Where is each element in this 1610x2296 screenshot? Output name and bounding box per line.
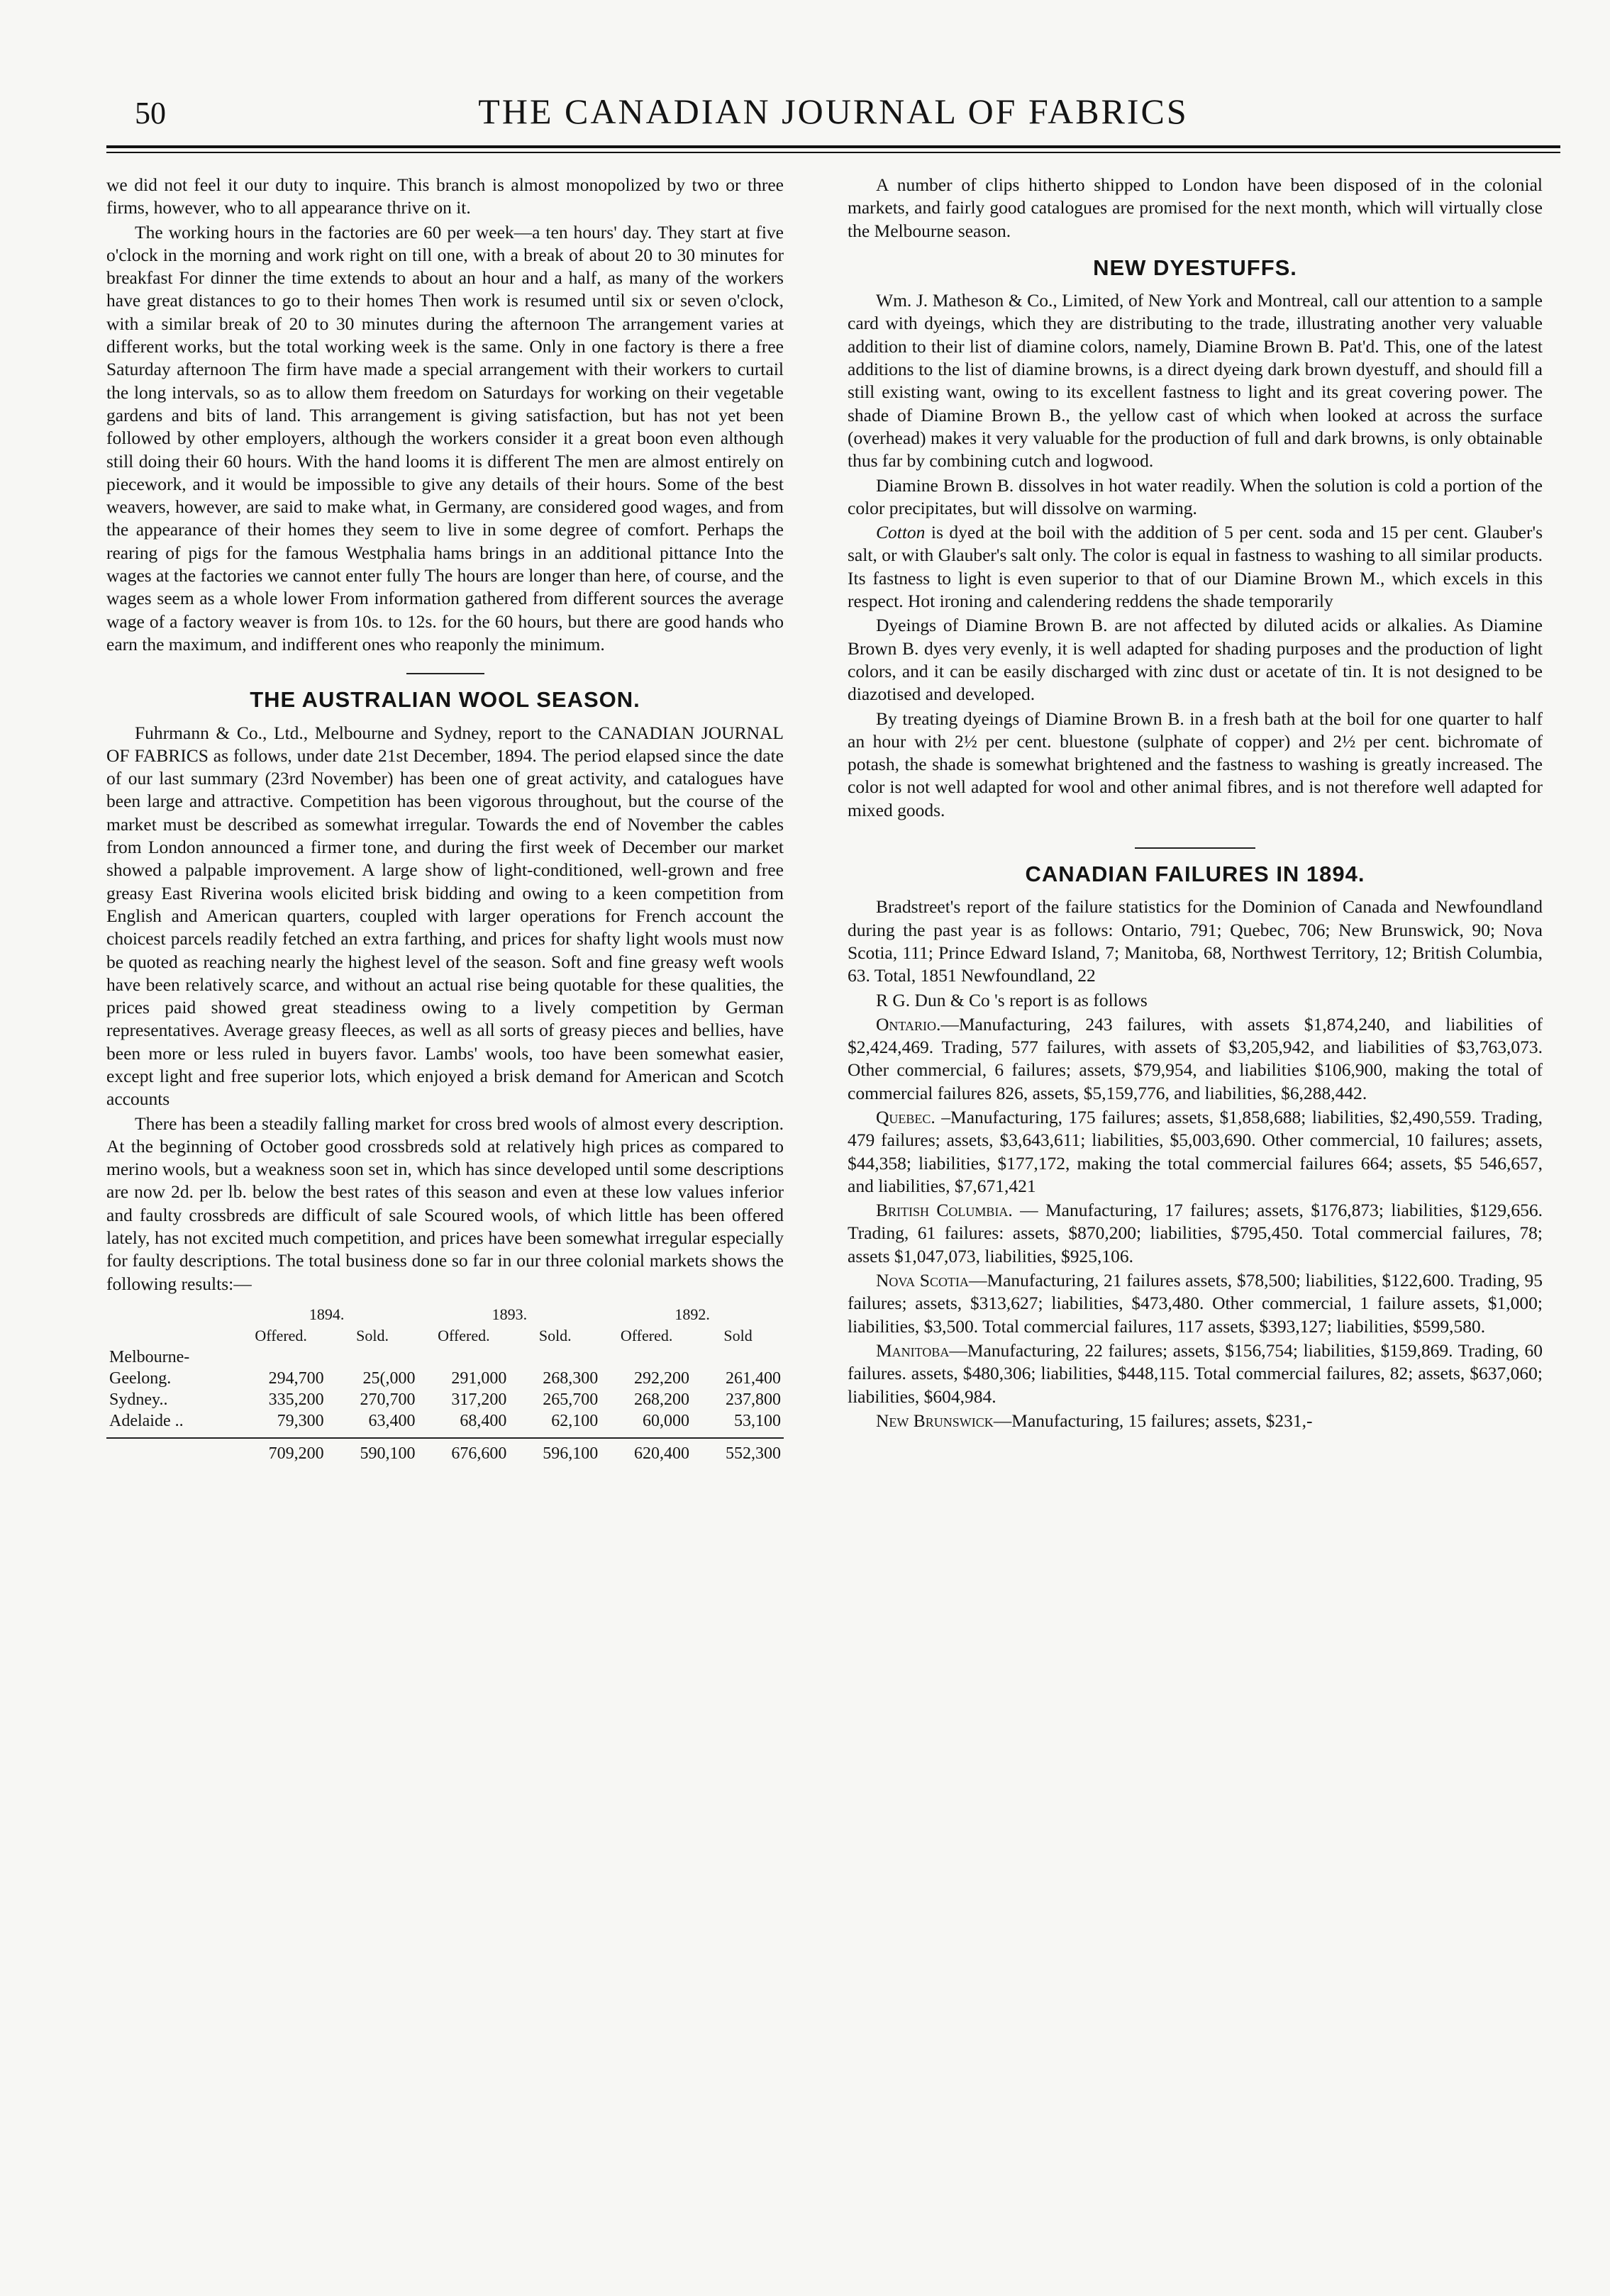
region-label: Sydney..: [109, 1390, 168, 1409]
table-cell: 62,100: [551, 1411, 599, 1430]
paragraph-text: —Manufacturing, 21 failures assets, $78,500; liabilities, $122,600. Trading, 95 failures; assets, $313,627; liabilities, $473,480. Other commercial, 1 failure assets, $1,000; liabilities, $3,500. Total commercial failures, 117 assets, $393,127; liabilities, $599,580.: [848, 1270, 1543, 1337]
year-header: 1894.: [309, 1305, 345, 1323]
paragraph: R G. Dun & Co 's report is as follows: [876, 989, 1148, 1010]
paragraph: Wm. J. Matheson & Co., Limited, of New York and Montreal, call our attention to a sample card with dyeings, which they are distributing to the trade, illustrating another very valuable addition to their list of diamine colors, namely, Diamine Brown B. Pat'd. This, one of the latest additions to the list of diamine browns, is a direct dyeing dark brown dyestuff, and should fill a still existing want, owing to its excellent fastness to light and its great covering power. The shade of Diamine Brown B., the yellow cast of which when looked at across the surface (overhead) makes it very valuable for the production of full and dark browns, is only obtainable thus far by combining cutch and logwood.: [848, 290, 1543, 472]
table-cell: 261,400: [726, 1369, 781, 1388]
column-header: Offered.: [620, 1326, 673, 1344]
paragraph: A number of clips hitherto shipped to London have been disposed of in the colonial markets, and fairly good catalogues are promised for the next month, which will virtually close the Melbourne season.: [848, 174, 1543, 241]
year-header: 1892.: [674, 1305, 710, 1323]
paragraph: Diamine Brown B. dissolves in hot water readily. When the solution is cold a portion of the color precipitates, but will dissolve on warming.: [848, 474, 1543, 518]
paragraph: [848, 521, 1543, 613]
province-entry-manitoba: [848, 1339, 1543, 1408]
section-heading-wool: THE AUSTRALIAN WOOL SEASON.: [250, 687, 640, 713]
header-rule-thick: [106, 145, 1560, 148]
paragraph-text: —Manufacturing, 243 failures, with assets $1,874,240, and liabilities of $2,424,469. Trading, 577 failures, with assets of $3,205,942, and liabilities of $3,763,073. Other commercial, 6 failures; assets, $79,954, and liabilities $106,900, making the total of commercial failures 826, assets, $5,159,776, and liabilities, $6,288,442.: [848, 1013, 1543, 1103]
table-cell: 292,200: [634, 1369, 690, 1388]
inline-label: Cotton: [876, 522, 926, 543]
paragraph: By treating dyeings of Diamine Brown B. in a fresh bath at the boil for one quarter to half an hour with 2½ per cent. bluestone (sulphate of copper) and 2½ per cent. bichromate of potash, the shade is somewhat brightened and the fastness to washing is greatly increased. The color is not well adapted for wool and other animal fibres, and is not therefore well adapted for mixed goods.: [848, 708, 1543, 820]
table-cell: 294,700: [268, 1369, 324, 1388]
total-cell: 620,400: [601, 1438, 692, 1464]
page-number: 50: [135, 96, 166, 130]
region-label: Geelong.: [109, 1369, 172, 1388]
province-label: Ontario.: [876, 1013, 941, 1035]
row-group-label: Melbourne-: [109, 1347, 190, 1366]
wool-sales-table: [106, 1304, 784, 1464]
total-cell: 596,100: [509, 1438, 601, 1464]
page-header: [106, 91, 1560, 133]
total-cell: 709,200: [235, 1438, 327, 1464]
region-label: Adelaide ..: [109, 1411, 184, 1430]
paragraph-text: is dyed at the boil with the addition of 5 per cent. soda and 15 per cent. Glauber's salt, or with Glauber's salt only. The color is equal in fastness to washing to all similar products. Its fastness to light is even superior to that of our Diamine Brown M., which excels in this respect. Hot ironing and calendering reddens the shade temporarily: [848, 522, 1543, 612]
column-header: Offered.: [438, 1326, 490, 1344]
table-cell: 60,000: [643, 1411, 690, 1430]
total-cell: 676,600: [418, 1438, 509, 1464]
table-cell: 79,300: [277, 1411, 324, 1430]
paragraph: Bradstreet's report of the failure statistics for the Dominion of Canada and Newfoundland during the past year is as follows: Ontario, 791; Quebec, 706; New Brunswick, 90; Nova Scotia, 111; Prince Edward Island, 7; Manitoba, 68, Northwest Territory, 12; British Columbia, 63. Total, 1851 Newfoundland, 22: [848, 896, 1543, 986]
paragraph-text: —Manufacturing, 22 failures; assets, $156,754; liabilities, $159,869. Trading, 60 failures. assets, $480,306; liabilities, $448,115. Total commercial failures, 82; assets, $637,060; liabilities, $604,984.: [848, 1339, 1543, 1407]
province-label: Quebec.: [876, 1106, 936, 1127]
left-column: [106, 174, 784, 1464]
paragraph-text: –Manufacturing, 175 failures; assets, $1,858,688; liabilities, $2,490,559. Trading, 479 failures; assets, $3,643,611; liabilities, $5,003,690. Other commercial, 10 failures; assets, $44,358; liabilities, $177,172, making the total commercial failures 664; assets, $5 546,657, and liabilities, $7,671,421: [848, 1106, 1543, 1196]
header-rule-thin: [106, 152, 1560, 153]
province-label: Nova Scotia: [876, 1270, 969, 1291]
province-entry-bc: [848, 1199, 1543, 1268]
province-label: New Brunswick: [876, 1410, 994, 1431]
province-entry-nova-scotia: [848, 1269, 1543, 1338]
table-cell: 265,700: [543, 1390, 599, 1409]
column-header: Offered.: [255, 1326, 307, 1344]
column-header: Sold.: [538, 1326, 572, 1344]
journal-title: THE CANADIAN JOURNAL OF FABRICS: [478, 91, 1189, 131]
table-cell: 63,400: [368, 1411, 416, 1430]
column-header: Sold.: [356, 1326, 389, 1344]
paragraph: The working hours in the factories are 60 per week—a ten hours' day. They start at five o'clock in the morning and work right on till one, with a break of about 20 to 30 minutes for breakfast For dinner the time extends to about an hour and a half, as many of the workers have great distances to go to their homes Then work is resumed until six or seven o'clock, with a similar break of 20 to 30 minutes during the afternoon The arrangement varies at different works, but the total working week is the same. Only in one factory is there a free Saturday afternoon The firm have made a special arrangement with their workers to curtail the long intervals, so as to allow them freedom on Saturdays for working on their vegetable gardens and bits of land. This arrangement is giving satisfaction, but has not yet been followed by other employers, although the workers consider it a great boon even although still doing their 60 hours. With the hand looms it is different The men are almost entirely on piecework, and it would be impossible to give any details of their hours. Some of the best weavers, however, are said to make what, in Germany, are considered good wages, and from the appearance of their homes they seem to live in some degree of comfort. Perhaps the rearing of pigs for the famous Westphalia hams brings in an additional pittance Into the wages at the factories we cannot enter fully The hours are longer than here, of course, and the wages seem as a whole lower From information gathered from different sources the average wage of a factory weaver is from 10s. to 12s. for the 60 hours, but there are good hands who earn the maximum, and indifferent ones who reaponly the minimum.: [106, 221, 784, 654]
table-cell: 317,200: [451, 1390, 507, 1409]
section-heading-failures: CANADIAN FAILURES IN 1894.: [1025, 862, 1365, 887]
table-cell: 270,700: [360, 1390, 416, 1409]
totals-row: [106, 1438, 784, 1464]
paragraph-text: — Manufacturing, 17 failures; assets, $176,873; liabilities, $129,656. Trading, 61 failures: assets, $870,200; liabilities, $795,450. Total commercial failures, 78; assets $1,047,073, liabilities, $925,106.: [848, 1200, 1543, 1266]
section-divider: [1135, 847, 1255, 849]
table-cell: 335,200: [268, 1390, 324, 1409]
year-header: 1893.: [492, 1305, 528, 1323]
paragraph: we did not feel it our duty to inquire. This branch is almost monopolized by two or three firms, however, who to all appearance thrive on it.: [106, 174, 784, 218]
table-cell: 237,800: [726, 1390, 781, 1409]
paragraph: Dyeings of Diamine Brown B. are not affected by diluted acids or alkalies. As Diamine Brown B. dyes very evenly, it is well adapted for shading purposes and the production of light colors, and it can be easily discharged with zinc dust or acetate of tin. It is not designed to be diazotised and developed.: [848, 615, 1543, 705]
table-cell: 25(,000: [362, 1369, 416, 1388]
total-cell: 552,300: [692, 1438, 784, 1464]
province-entry-quebec: [848, 1106, 1543, 1198]
section-heading-dyestuffs: NEW DYESTUFFS.: [1093, 255, 1297, 280]
province-entry-ontario: [848, 1013, 1543, 1105]
column-header: Sold: [723, 1326, 753, 1344]
paragraph: Fuhrmann & Co., Ltd., Melbourne and Sydney, report to the CANADIAN JOURNAL OF FABRICS as follows, under date 21st December, 1894. The period elapsed since the date of our last summary (23rd November) has been one of great activity, and catalogues have been large and attractive. Competition has been vigorous throughout, but the course of the market must be described as somewhat irregular. Towards the end of November the cables from London announced a firmer tone, and during the first week of December our market showed a palpable improvement. A large show of light-conditioned, well-grown and free greasy East Riverina wools elicited brisk bidding and owing to a keen competition from English and American quarters, coupled with larger operations for French account the choicest parcels readily fetched an extra farthing, and prices for shafty light wools must now be quoted as reaching nearly the highest level of the season. Soft and fine greasy weft wools have been relatively scarce, and without an actual rise being quotable for these qualities, the prices paid showed great steadiness owing to a lively competition by German representatives. Average greasy fleeces, as well as all sorts of greasy pieces and bellies, have been more or less ruled in buyers favor. Lambs' wools, too have been somewhat easier, except light and free superior lots, which enjoyed a brisk demand for American and Scotch accounts: [106, 722, 784, 1110]
total-cell: 590,100: [327, 1438, 418, 1464]
table-cell: 68,400: [460, 1411, 507, 1430]
table-cell: 268,300: [543, 1369, 599, 1388]
province-label: Manitoba: [876, 1339, 950, 1361]
table-cell: 53,100: [734, 1411, 781, 1430]
right-column: [848, 174, 1543, 1434]
section-divider: [406, 673, 484, 674]
paragraph-text: —Manufacturing, 15 failures; assets, $231,-: [993, 1410, 1313, 1431]
table-cell: 291,000: [451, 1369, 507, 1388]
province-entry-new-brunswick: [848, 1410, 1543, 1432]
table-row: [106, 1368, 784, 1389]
table-row: [106, 1389, 784, 1410]
table-row: [106, 1410, 784, 1432]
table-cell: 268,200: [634, 1390, 690, 1409]
province-label: British Columbia.: [876, 1200, 1013, 1221]
paragraph: There has been a steadily falling market for cross bred wools of almost every description. At the beginning of October good crossbreds sold at relatively high prices as compared to merino wools, but a weakness soon set in, which has since developed until some descriptions are now 2d. per lb. below the best rates of this season and even at these low values inferior and faulty crossbreds are difficult of sale Scoured wools, of which little has been offered lately, has not excited much competition, and prices have been somewhat irregular especially for faulty descriptions. The total business done so far in our three colonial markets shows the following results:—: [106, 1113, 784, 1294]
